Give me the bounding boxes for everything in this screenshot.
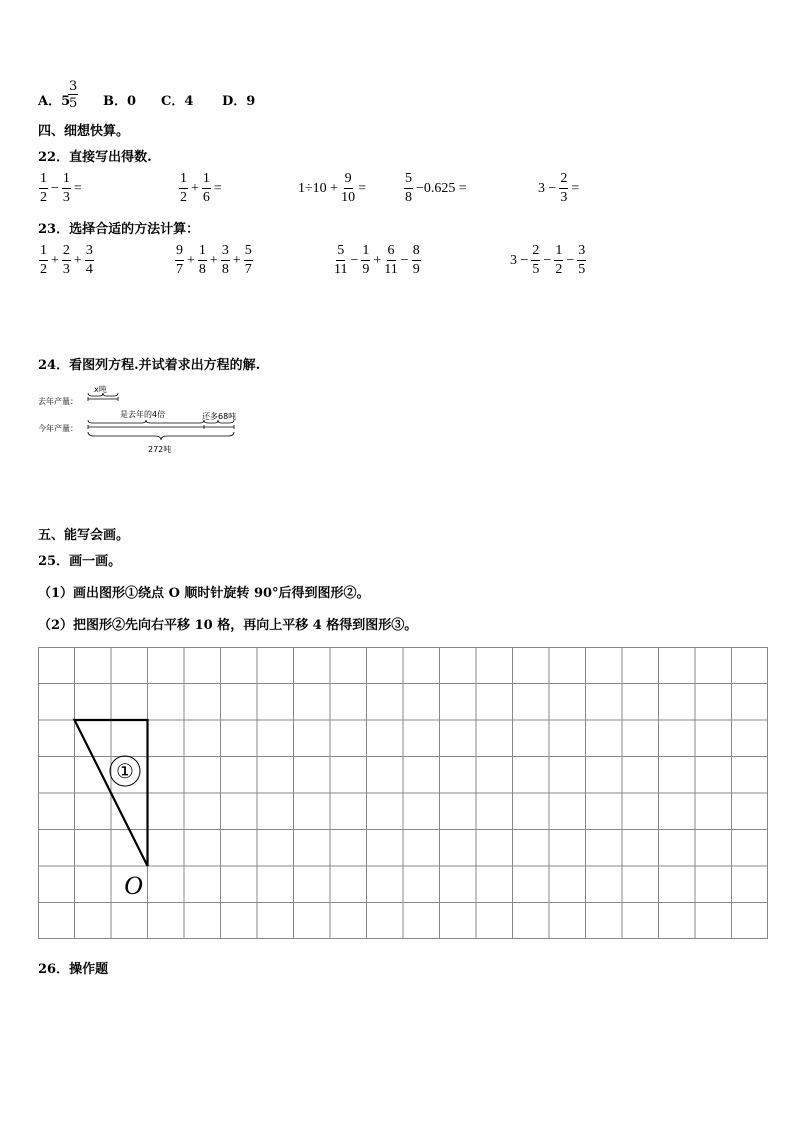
q22-expr-1: $\frac{1}{2}$ − $\frac{1}{3}$ = (40, 171, 82, 205)
q24-diagram (38, 380, 248, 460)
point-o-label: O (124, 871, 143, 900)
q22-expr-2: $\frac{1}{2}$ + $\frac{1}{6}$ = (180, 171, 222, 205)
q25-title: 25．画一画。 (38, 554, 122, 569)
q23-expr-4: 3 − $\frac{2}{5}$ − $\frac{1}{2}$ − $\frac{3}{5}$ (510, 243, 586, 277)
option-b: B．0 (103, 94, 137, 109)
q24-title: 24．看图列方程.并试着求出方程的解. (38, 358, 261, 373)
option-a-denominator: 5 (69, 96, 78, 111)
q25-part1: （1）画出图形①绕点 O 顺时针旋转 90°后得到图形②。 (38, 586, 370, 601)
q26-title: 26．操作题 (38, 962, 109, 977)
grid-svg (38, 647, 768, 939)
shape-1-label: ① (116, 761, 134, 783)
q25-part2: （2）把图形②先向右平移 10 格，再向上平移 4 格得到图形③。 (38, 618, 418, 633)
q22-expr-4: $\frac{5}{8}$ −0.625 = (405, 171, 467, 205)
option-a-label: A．5 (38, 94, 71, 109)
q22-expr-5: 3 − $\frac{2}{3}$ = (538, 171, 580, 205)
bracket-lines (38, 380, 248, 460)
times-label: 是去年的4倍 (120, 410, 166, 419)
q23-expr-2: $\frac{9}{7}$ + $\frac{1}{8}$ + $\frac{3}{8}$ + $\frac{5}{7}$ (176, 243, 252, 277)
q22-expr-3: 1÷10 + $\frac{9}{10}$ = (298, 171, 366, 205)
total-label: 272吨 (148, 445, 172, 454)
q23-expr-1: $\frac{1}{2}$ + $\frac{2}{3}$ + $\frac{3}{4}$ (40, 243, 93, 277)
option-c: C．4 (161, 94, 194, 109)
section5-title: 五、能写会画。 (38, 528, 130, 543)
more-label: 还多68吨 (202, 412, 237, 421)
option-a-numerator: 3 (69, 79, 78, 94)
option-d: D．9 (222, 94, 256, 109)
drawing-grid[interactable] (38, 647, 768, 939)
section4-title: 四、细想快算。 (38, 124, 130, 139)
option-a-fraction (68, 80, 78, 110)
q23-expr-3: $\frac{5}{11}$ − $\frac{1}{9}$ + $\frac{6}{11}$ − $\frac{8}{9}$ (334, 243, 420, 277)
q23-title: 23．选择合适的方法计算： (38, 222, 200, 237)
q22-title: 22．直接写出得数. (38, 150, 152, 165)
last-year-label: 去年产量： (38, 397, 78, 406)
this-year-label: 今年产量： (38, 424, 78, 433)
option-a (38, 90, 70, 109)
x-label: x吨 (94, 385, 107, 394)
q21-options (38, 80, 278, 114)
